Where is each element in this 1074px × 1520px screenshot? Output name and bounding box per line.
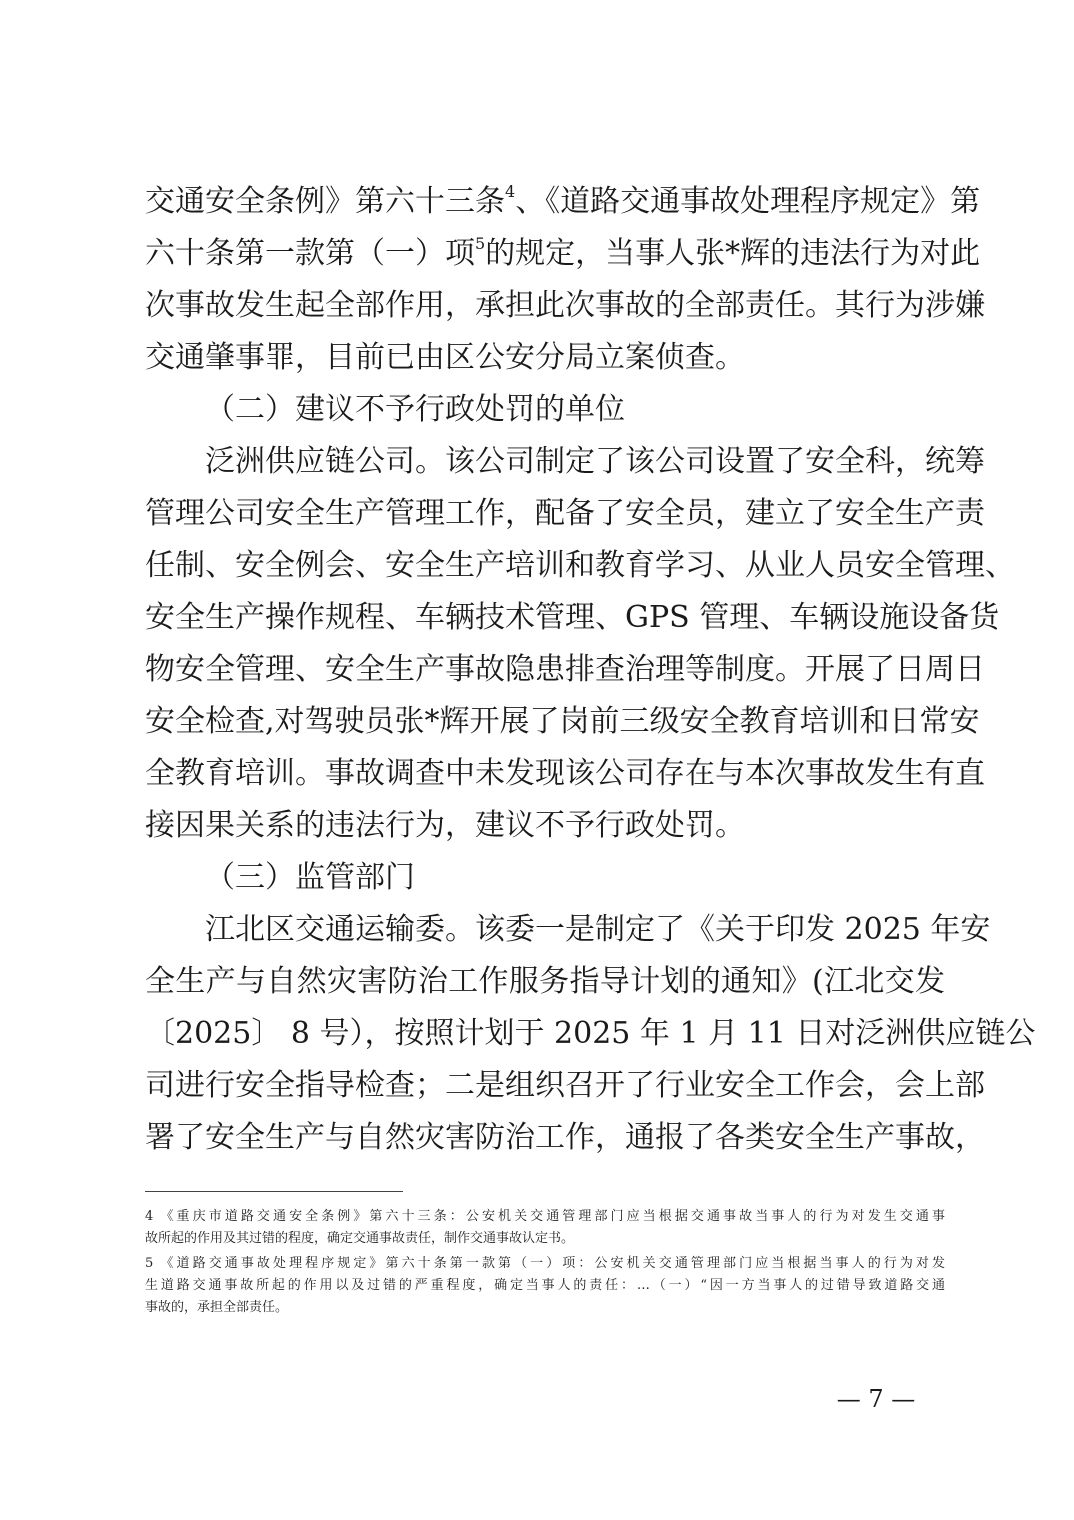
paragraph-line: 任制、安全例会、安全生产培训和教育学习、从业人员安全管理、: [145, 548, 1015, 583]
paragraph-line: 交通肇事罪，目前已由区公安分局立案侦查。: [145, 340, 745, 375]
footnote-4-line: 4 《重庆市道路交通安全条例》第六十三条：公安机关交通管理部门应当根据交通事故当事人的行为对发生交通事: [145, 1209, 945, 1224]
paragraph-line: 物安全管理、安全生产事故隐患排查治理等制度。开展了日周日: [145, 652, 985, 687]
body-text: [145, 176, 1036, 1164]
footnote-5-line: 5 《道路交通事故处理程序规定》第六十条第一款第（一）项：公安机关交通管理部门应当根据当事人的行为对发: [145, 1256, 945, 1271]
text-run: 、《道路交通事故处理程序规定》第: [515, 184, 981, 219]
paragraph-line: 全教育培训。事故调查中未发现该公司存在与本次事故发生有直: [145, 756, 985, 791]
text-run: 的规定，当事人张*辉的违法行为对此: [485, 236, 981, 271]
paragraph-line: 全生产与自然灾害防治工作服务指导计划的通知》(江北交发: [145, 964, 945, 999]
section-heading: （二）建议不予行政处罚的单位: [205, 392, 625, 427]
paragraph-line: 司进行安全指导检查；二是组织召开了行业安全工作会，会上部: [145, 1068, 985, 1103]
text-run: 交通安全条例》第六十三条: [145, 184, 505, 219]
paragraph-line: 江北区交通运输委。该委一是制定了《关于印发 2025 年安: [205, 912, 991, 947]
footnote-ref-5[interactable]: 5: [475, 234, 486, 253]
footnote-separator: [145, 1191, 403, 1192]
text-run: 六十条第一款第（一）项: [145, 236, 475, 271]
footnotes: [145, 1206, 945, 1319]
paragraph-line: 安全生产操作规程、车辆技术管理、GPS 管理、车辆设施设备货: [145, 600, 1000, 635]
paragraph-line: 署了安全生产与自然灾害防治工作，通报了各类安全生产事故，: [145, 1120, 985, 1155]
paragraph-line: 接因果关系的违法行为，建议不予行政处罚。: [145, 808, 745, 843]
footnote-ref-4[interactable]: 4: [505, 182, 516, 201]
paragraph-line: 〔2025〕 8 号），按照计划于 2025 年 1 月 11 日对泛洲供应链公: [145, 1016, 1036, 1051]
footnote-5-line: 生道路交通事故所起的作用以及过错的严重程度，确定当事人的责任：…（一）“因一方当事人的过错导致道路交通: [145, 1278, 945, 1293]
paragraph-line: 安全检查,对驾驶员张*辉开展了岗前三级安全教育培训和日常安: [145, 704, 980, 739]
footnote-4-line: 故所起的作用及其过错的程度，确定交通事故责任，制作交通事故认定书。: [145, 1231, 575, 1246]
paragraph-line: 管理公司安全生产管理工作，配备了安全员，建立了安全生产责: [145, 496, 985, 531]
paragraph-line: [145, 176, 981, 228]
paragraph-line: 次事故发生起全部作用，承担此次事故的全部责任。其行为涉嫌: [145, 288, 985, 323]
paragraph-line: 泛洲供应链公司。该公司制定了该公司设置了安全科，统筹: [205, 444, 985, 479]
page-number: — 7 —: [836, 1385, 916, 1413]
paragraph-line: [145, 228, 981, 280]
section-heading: （三）监管部门: [205, 860, 415, 895]
footnote-5-line: 事故的，承担全部责任。: [145, 1300, 289, 1315]
